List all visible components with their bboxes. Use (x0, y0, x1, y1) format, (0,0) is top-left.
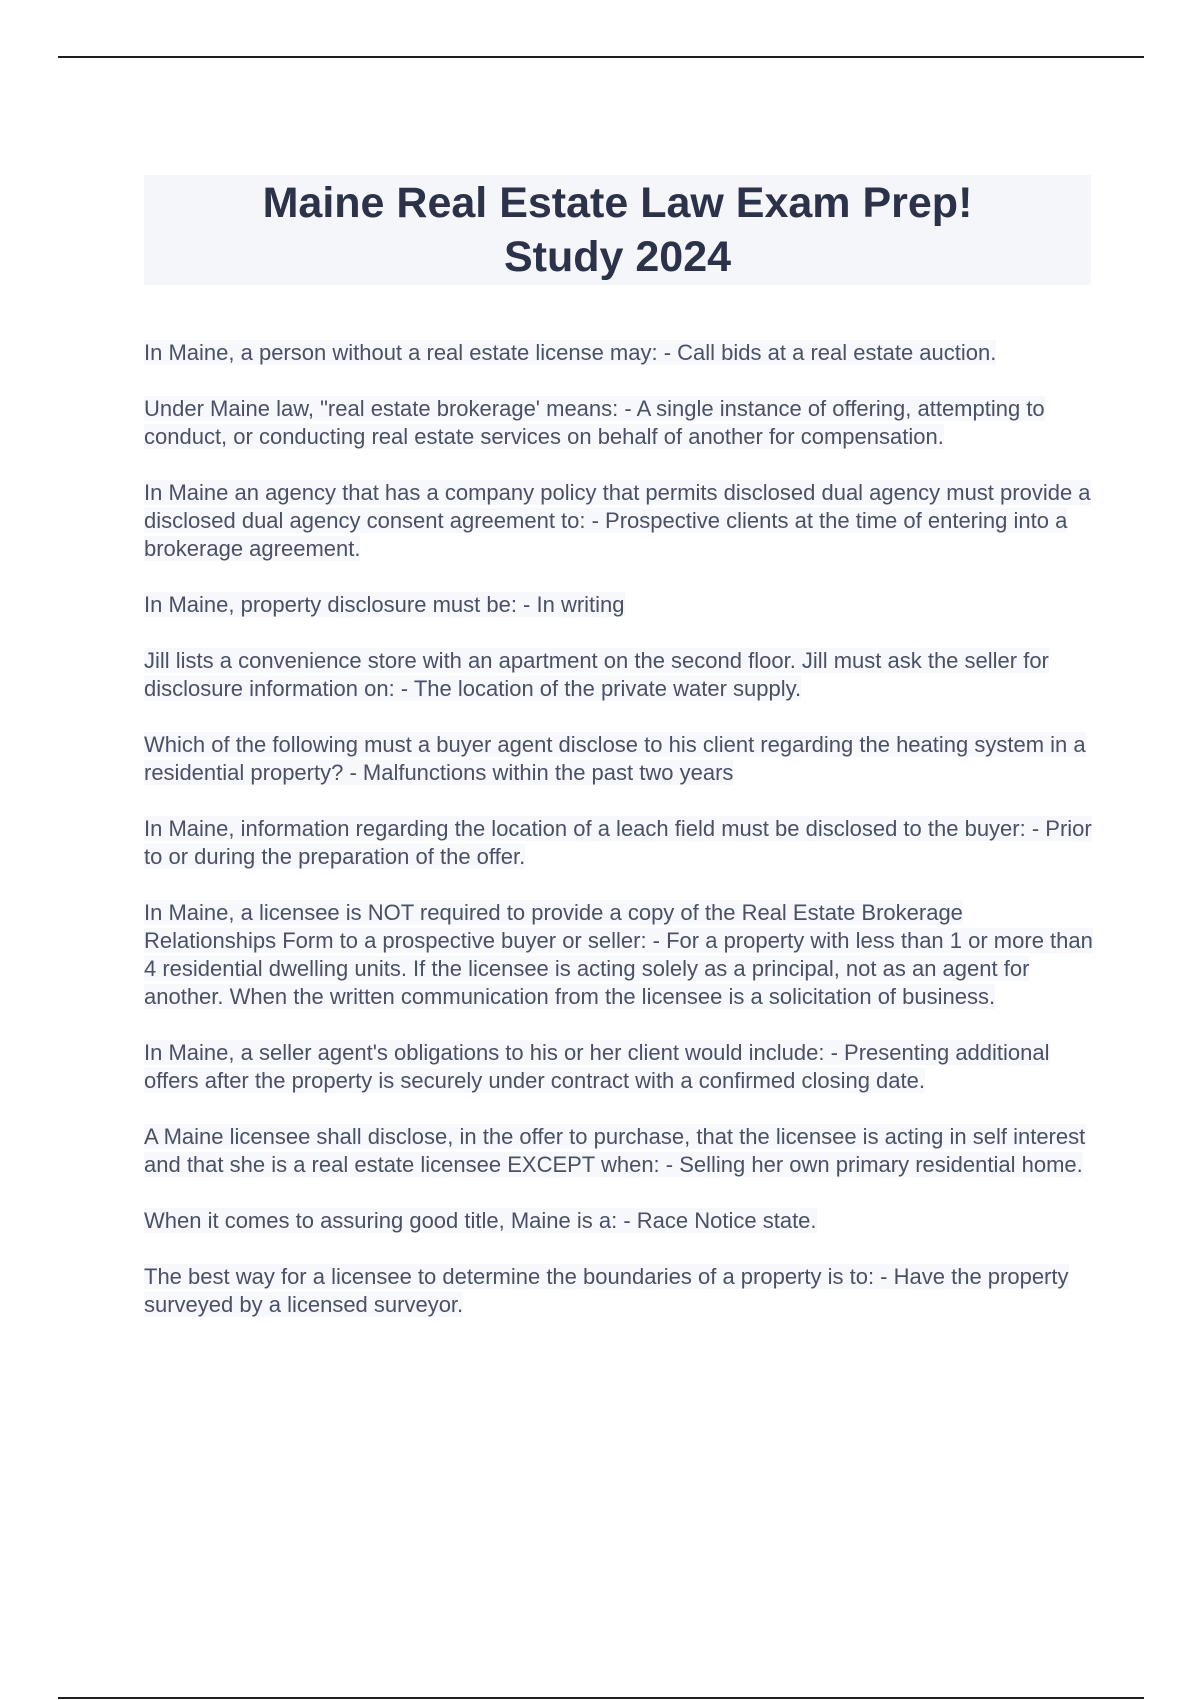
qa-text: When it comes to assuring good title, Maine is a: - Race Notice state. (144, 1208, 817, 1233)
qa-text: In Maine an agency that has a company policy that permits disclosed dual agency must provide a disclosed dual agency consent agreement to: - Prospective clients at the time of entering into a brokerage agreement. (144, 480, 1091, 561)
qa-text: In Maine, a seller agent's obligations to his or her client would include: - Presenting additional offers after the property is securely under contract with a confirmed closing date. (144, 1040, 1050, 1093)
qa-item (144, 815, 1094, 871)
qa-item (144, 1263, 1094, 1319)
qa-item (144, 1123, 1094, 1179)
bottom-rule (58, 1697, 1144, 1699)
qa-item (144, 591, 1094, 619)
title-line-2: Study 2024 (503, 233, 732, 281)
qa-list (144, 339, 1094, 1347)
qa-item (144, 647, 1094, 703)
qa-text: A Maine licensee shall disclose, in the offer to purchase, that the licensee is acting in self interest and that she is a real estate licensee EXCEPT when: - Selling her own primary residential home. (144, 1124, 1086, 1177)
document-title (144, 176, 1091, 284)
qa-text: Jill lists a convenience store with an apartment on the second floor. Jill must ask the seller for disclosure information on: - The location of the private water supply. (144, 648, 1049, 701)
title-box (144, 175, 1091, 285)
title-line-1: Maine Real Estate Law Exam Prep! (262, 179, 973, 227)
qa-item (144, 1207, 1094, 1235)
top-rule (58, 56, 1144, 58)
qa-text: The best way for a licensee to determine the boundaries of a property is to: - Have the property surveyed by a licensed surveyor. (144, 1264, 1069, 1317)
qa-item (144, 479, 1094, 563)
qa-text: In Maine, a person without a real estate license may: - Call bids at a real estate auction. (144, 340, 997, 365)
qa-text: Under Maine law, "real estate brokerage' means: - A single instance of offering, attempting to conduct, or conducting real estate services on behalf of another for compensation. (144, 396, 1045, 449)
qa-text: In Maine, information regarding the location of a leach field must be disclosed to the buyer: - Prior to or during the preparation of the offer. (144, 816, 1092, 869)
qa-item (144, 1039, 1094, 1095)
qa-text: In Maine, property disclosure must be: - In writing (144, 592, 625, 617)
qa-text: Which of the following must a buyer agent disclose to his client regarding the heating system in a residential property? - Malfunctions within the past two years (144, 732, 1086, 785)
qa-text: In Maine, a licensee is NOT required to provide a copy of the Real Estate Brokerage Relationships Form to a prospective buyer or seller: - For a property with less than 1 or more than 4 residential dwelling units. If the licensee is acting solely as a principal, not as an agent for another. When the written communication from the licensee is a solicitation of business. (144, 900, 1093, 1009)
qa-item (144, 899, 1094, 1011)
qa-item (144, 339, 1094, 367)
qa-item (144, 731, 1094, 787)
qa-item (144, 395, 1094, 451)
